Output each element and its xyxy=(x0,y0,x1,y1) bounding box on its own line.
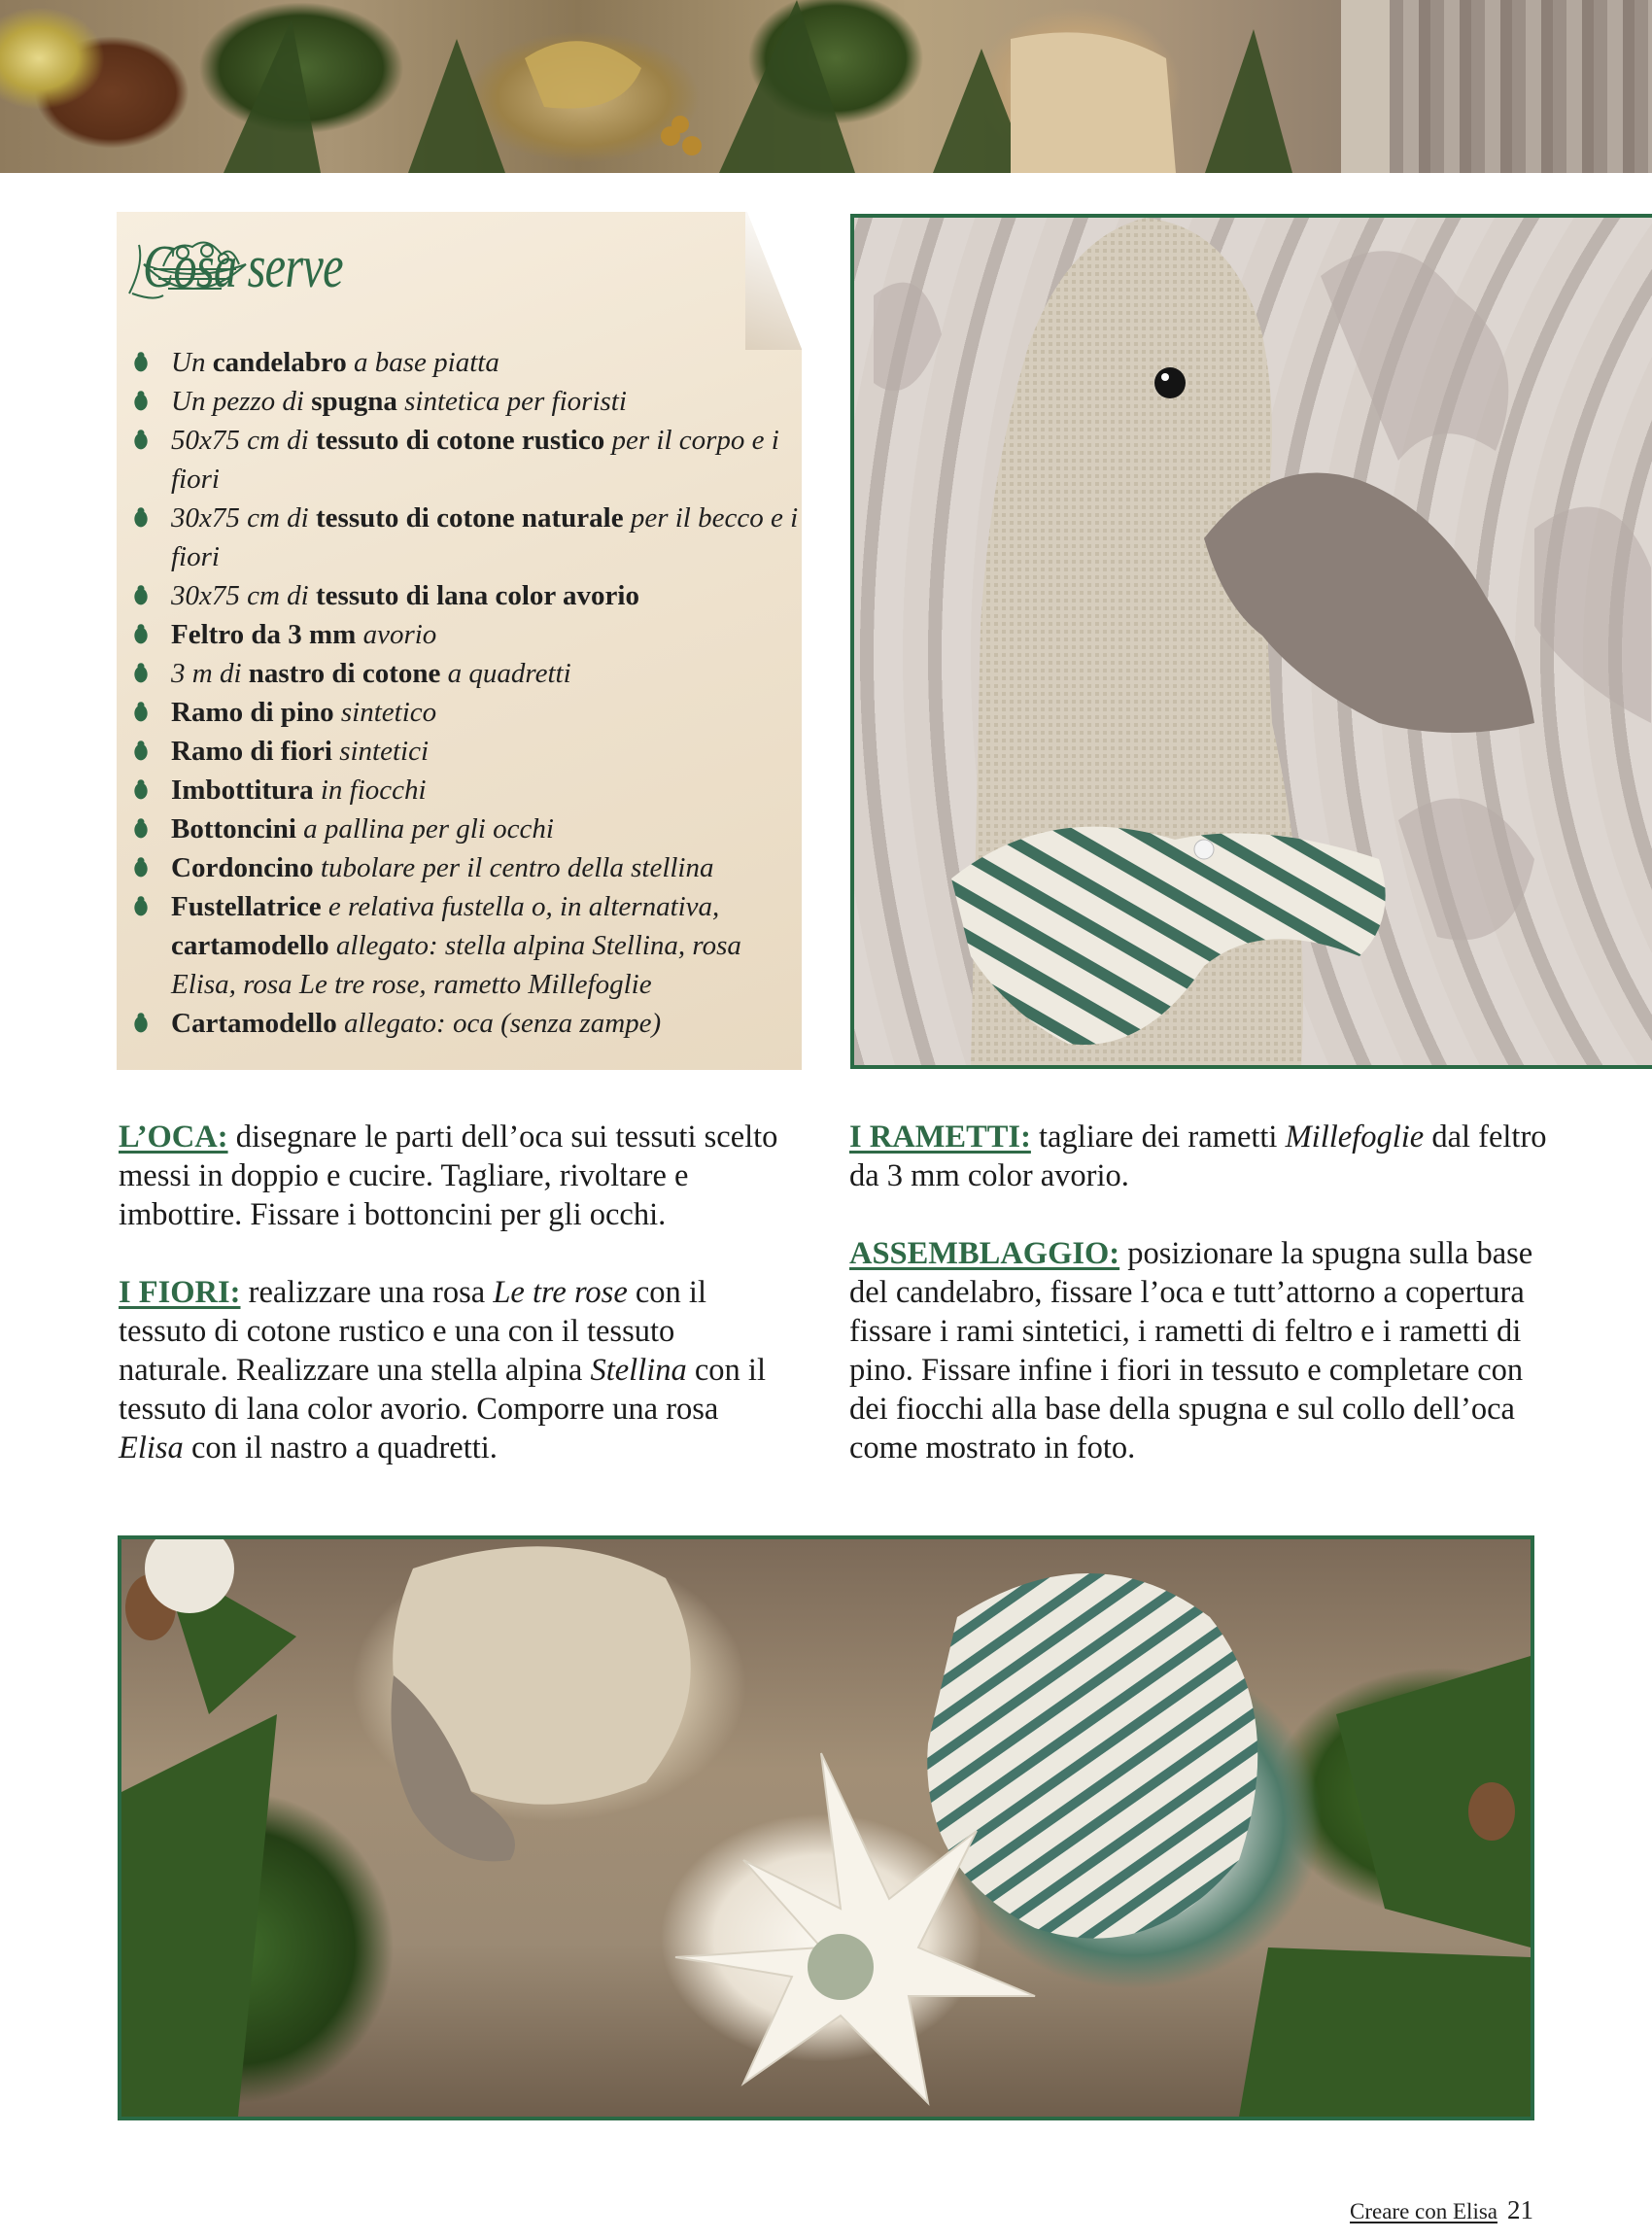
fiori-text-2: con il tessuto di lana color avorio. Comporre una rosa xyxy=(119,1353,766,1427)
leaf-bullet-icon xyxy=(131,354,150,373)
leaf-bullet-icon xyxy=(131,781,150,801)
page-footer xyxy=(1350,2195,1533,2225)
fiori-text-3: con il nastro a quadretti. xyxy=(183,1430,498,1465)
material-detail: 3 m di xyxy=(171,658,249,689)
material-detail: sintetici xyxy=(331,736,430,767)
assemblaggio-paragraph xyxy=(849,1234,1549,1467)
materials-item xyxy=(130,693,810,732)
material-name: tessuto di lana color avorio xyxy=(316,580,639,611)
material-name: Imbottitura xyxy=(171,775,314,806)
materials-item xyxy=(130,382,810,421)
material-detail: 50x75 cm di xyxy=(171,425,316,456)
leaf-bullet-icon xyxy=(131,393,150,412)
curtain-stripes xyxy=(1390,0,1652,173)
materials-item xyxy=(130,576,810,615)
oca-paragraph xyxy=(119,1118,789,1234)
instructions-left-column xyxy=(119,1118,789,1506)
materials-item xyxy=(130,887,810,1004)
material-detail: avorio xyxy=(356,619,437,650)
material-name: tessuto di cotone rustico xyxy=(316,425,605,456)
materials-item xyxy=(130,810,810,848)
leaf-bullet-icon xyxy=(131,626,150,645)
rametti-paragraph xyxy=(849,1118,1549,1195)
magazine-name: Creare con Elisa xyxy=(1350,2199,1497,2223)
material-name: nastro di cotone xyxy=(248,658,441,689)
material-detail: 30x75 cm di xyxy=(171,580,316,611)
assemblaggio-heading: ASSEMBLAGGIO: xyxy=(849,1236,1120,1271)
material-detail: sintetica per fioristi xyxy=(396,386,627,417)
rametti-text-1: dal feltro da 3 mm color avorio. xyxy=(849,1120,1547,1193)
material-name: Ramo di pino xyxy=(171,697,334,728)
leaf-bullet-icon xyxy=(131,898,150,917)
material-name: candelabro xyxy=(212,347,347,378)
materials-item xyxy=(130,615,810,654)
assemblaggio-text: posizionare la spugna sulla base del candelabro, fissare l’oca e tutt’attorno a copertura fissare i rami sintetici, i rametti di feltro e i rametti di pino. Fissare infine i fiori in tessuto e completare con dei fiocchi alla base della spugna e sul collo dell’oca come mostrato in foto. xyxy=(849,1236,1533,1465)
material-name: cartamodello xyxy=(171,930,329,961)
fiori-heading: I FIORI: xyxy=(119,1275,241,1310)
materials-item xyxy=(130,421,810,499)
material-name: tessuto di cotone naturale xyxy=(316,502,624,534)
materials-item xyxy=(130,499,810,576)
materials-item xyxy=(130,732,810,771)
leaf-bullet-icon xyxy=(131,587,150,606)
rametti-text-0: tagliare dei rametti xyxy=(1030,1120,1286,1154)
material-detail: allegato: oca (senza zampe) xyxy=(336,1008,662,1039)
goose-photo xyxy=(850,214,1652,1069)
leaf-bullet-icon xyxy=(131,742,150,762)
oca-heading: L’OCA: xyxy=(119,1120,228,1154)
goose-illustration xyxy=(854,218,1652,1069)
materials-list xyxy=(130,343,810,1043)
material-detail: per il corpo e i fiori xyxy=(171,425,779,495)
materials-item xyxy=(130,654,810,693)
oca-text: disegnare le parti dell’oca sui tessuti scelto messi in doppio e cucire. Tagliare, rivoltare e imbottire. Fissare i bottoncini per gli occhi. xyxy=(119,1120,778,1232)
material-detail: a pallina per gli occhi xyxy=(295,813,554,844)
top-banner-photo xyxy=(0,0,1652,173)
materials-item xyxy=(130,848,810,887)
leaf-bullet-icon xyxy=(131,1015,150,1034)
fiori-elisa-name: Elisa xyxy=(119,1430,184,1465)
leaf-bullet-icon xyxy=(131,509,150,529)
leaf-bullet-icon xyxy=(131,704,150,723)
material-detail: a quadretti xyxy=(440,658,571,689)
material-detail: Un pezzo di xyxy=(171,386,312,417)
materials-title: Cosa serve xyxy=(143,234,343,300)
material-name: Cordoncino xyxy=(171,852,314,883)
material-name: Bottoncini xyxy=(171,813,296,844)
leaf-bullet-icon xyxy=(131,859,150,879)
material-name: spugna xyxy=(311,386,397,417)
material-detail: allegato: stella alpina Stellina, rosa Elisa, rosa Le tre rose, rametto Millefoglie xyxy=(171,930,741,1000)
page-number: 21 xyxy=(1507,2195,1533,2224)
fiori-star-name: Stellina xyxy=(590,1353,687,1388)
material-name: Feltro da 3 mm xyxy=(171,619,357,650)
paper-fold xyxy=(745,212,802,350)
material-detail: a base piatta xyxy=(346,347,499,378)
leaf-bullet-icon xyxy=(131,665,150,684)
materials-item xyxy=(130,1004,810,1043)
material-detail: sintetico xyxy=(333,697,437,728)
rametti-heading: I RAMETTI: xyxy=(849,1120,1031,1154)
leaf-bullet-icon xyxy=(131,431,150,451)
material-detail: per il becco e i fiori xyxy=(171,502,799,572)
fiori-rose-name: Le tre rose xyxy=(493,1275,628,1310)
material-detail: 30x75 cm di xyxy=(171,502,316,534)
rametti-name: Millefoglie xyxy=(1285,1120,1425,1154)
instructions-right-column xyxy=(849,1118,1549,1506)
fiori-text-1: con il tessuto di cotone rustico e una con il tessuto naturale. Realizzare una stella alpina xyxy=(119,1275,706,1388)
material-name: Fustellatrice xyxy=(171,891,322,922)
material-detail: Un xyxy=(171,347,213,378)
materials-item xyxy=(130,343,810,382)
fiori-text-0: realizzare una rosa xyxy=(240,1275,494,1310)
material-detail: e relativa fustella o, in alternativa, xyxy=(321,891,720,922)
leaf-bullet-icon xyxy=(131,820,150,840)
flowers-photo xyxy=(118,1535,1534,2120)
materials-item xyxy=(130,771,810,810)
material-name: Ramo di fiori xyxy=(171,736,332,767)
flowers-illustration xyxy=(121,1539,1531,2117)
material-detail: tubolare per il centro della stellina xyxy=(313,852,714,883)
material-detail: in fiocchi xyxy=(313,775,427,806)
material-name: Cartamodello xyxy=(171,1008,337,1039)
fiori-paragraph xyxy=(119,1273,789,1467)
